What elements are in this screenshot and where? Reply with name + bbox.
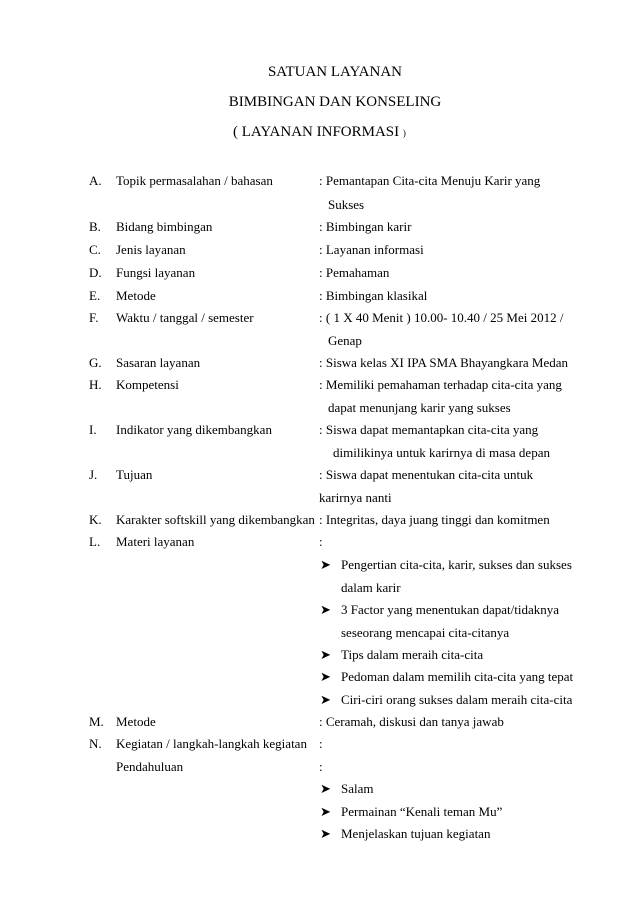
pendahuluan-item: Menjelaskan tujuan kegiatan (341, 826, 491, 841)
item-n-letter: N. (89, 736, 102, 751)
pendahuluan-item: Salam (341, 781, 374, 796)
item-b-label: Bidang bimbingan (116, 219, 213, 234)
item-m-value: : Ceramah, diskusi dan tanya jawab (319, 714, 504, 729)
item-n-value: : (319, 736, 323, 751)
item-j-value-2: karirnya nanti (319, 490, 392, 505)
item-c-value: : Layanan informasi (319, 242, 424, 257)
item-f-value-2: Genap (328, 333, 362, 348)
arrow-bullet-icon: ➤ (320, 557, 331, 572)
materi-item: 3 Factor yang menentukan dapat/tidaknya (341, 602, 560, 617)
item-n-sub-value: : (319, 759, 323, 774)
item-d-value: : Pemahaman (319, 265, 390, 280)
title-line-3-close: ) (402, 128, 406, 138)
item-m-label: Metode (116, 714, 156, 729)
arrow-bullet-icon: ➤ (320, 602, 331, 617)
item-f-value: : ( 1 X 40 Menit ) 10.00- 10.40 / 25 Mei 2012 / (319, 310, 564, 325)
item-c-letter: C. (89, 242, 101, 257)
item-g-letter: G. (89, 355, 102, 370)
item-i-letter: I. (89, 422, 97, 437)
item-a-letter: A. (89, 173, 102, 188)
item-a-value-2: Sukses (328, 197, 365, 212)
arrow-bullet-icon: ➤ (320, 647, 331, 662)
item-d-label: Fungsi layanan (116, 265, 196, 280)
item-j-value: : Siswa dapat menentukan cita-cita untuk (319, 467, 534, 482)
item-g-value: : Siswa kelas XI IPA SMA Bhayangkara Medan (319, 355, 569, 370)
item-a-value: : Pemantapan Cita-cita Menuju Karir yang (319, 173, 541, 188)
materi-item: Ciri-ciri orang sukses dalam meraih cita-cita (341, 692, 573, 707)
item-k-letter: K. (89, 512, 102, 527)
item-n-sub-label: Pendahuluan (116, 759, 184, 774)
item-e-label: Metode (116, 288, 156, 303)
title-line-3 (233, 124, 406, 141)
item-e-letter: E. (89, 288, 101, 303)
item-e-value: : Bimbingan klasikal (319, 288, 428, 303)
materi-item: Pedoman dalam memilih cita-cita yang tepat (341, 669, 574, 684)
item-b-letter: B. (89, 219, 101, 234)
item-k-label: Karakter softskill yang dikembangkan (116, 512, 315, 527)
item-h-value: : Memiliki pemahaman terhadap cita-cita yang (319, 377, 562, 392)
item-l-letter: L. (89, 534, 101, 549)
item-i-value-2: dimilikinya untuk karirnya di masa depan (333, 445, 550, 460)
item-i-value: : Siswa dapat memantapkan cita-cita yang (319, 422, 539, 437)
item-m-letter: M. (89, 714, 104, 729)
arrow-bullet-icon: ➤ (320, 781, 331, 796)
item-l-value: : (319, 534, 323, 549)
materi-item-cont: dalam karir (341, 580, 401, 595)
item-g-label: Sasaran layanan (116, 355, 201, 370)
title-line-1: SATUAN LAYANAN (267, 64, 403, 80)
item-d-letter: D. (89, 265, 102, 280)
title-line-2: BIMBINGAN DAN KONSELING (228, 94, 442, 110)
item-c-label: Jenis layanan (116, 242, 186, 257)
arrow-bullet-icon: ➤ (320, 826, 331, 841)
pendahuluan-item: Permainan “Kenali teman Mu” (341, 804, 503, 819)
item-j-label: Tujuan (116, 467, 153, 482)
item-i-label: Indikator yang dikembangkan (116, 422, 272, 437)
item-f-letter: F. (89, 310, 99, 325)
title-line-3-text: ( LAYANAN INFORMASI (233, 124, 400, 140)
item-f-label: Waktu / tanggal / semester (116, 310, 254, 325)
item-l-label: Materi layanan (116, 534, 195, 549)
materi-item-cont: seseorang mencapai cita-citanya (341, 625, 510, 640)
item-n-label: Kegiatan / langkah-langkah kegiatan (116, 736, 307, 751)
materi-item: Tips dalam meraih cita-cita (341, 647, 484, 662)
arrow-bullet-icon: ➤ (320, 804, 331, 819)
item-a-label: Topik permasalahan / bahasan (116, 173, 273, 188)
item-h-letter: H. (89, 377, 102, 392)
item-h-value-2: dapat menunjang karir yang sukses (328, 400, 511, 415)
arrow-bullet-icon: ➤ (320, 692, 331, 707)
arrow-bullet-icon: ➤ (320, 669, 331, 684)
item-j-letter: J. (89, 467, 98, 482)
item-k-value: : Integritas, daya juang tinggi dan komitmen (319, 512, 550, 527)
item-h-label: Kompetensi (116, 377, 179, 392)
item-b-value: : Bimbingan karir (319, 219, 412, 234)
materi-item: Pengertian cita-cita, karir, sukses dan sukses (341, 557, 572, 572)
